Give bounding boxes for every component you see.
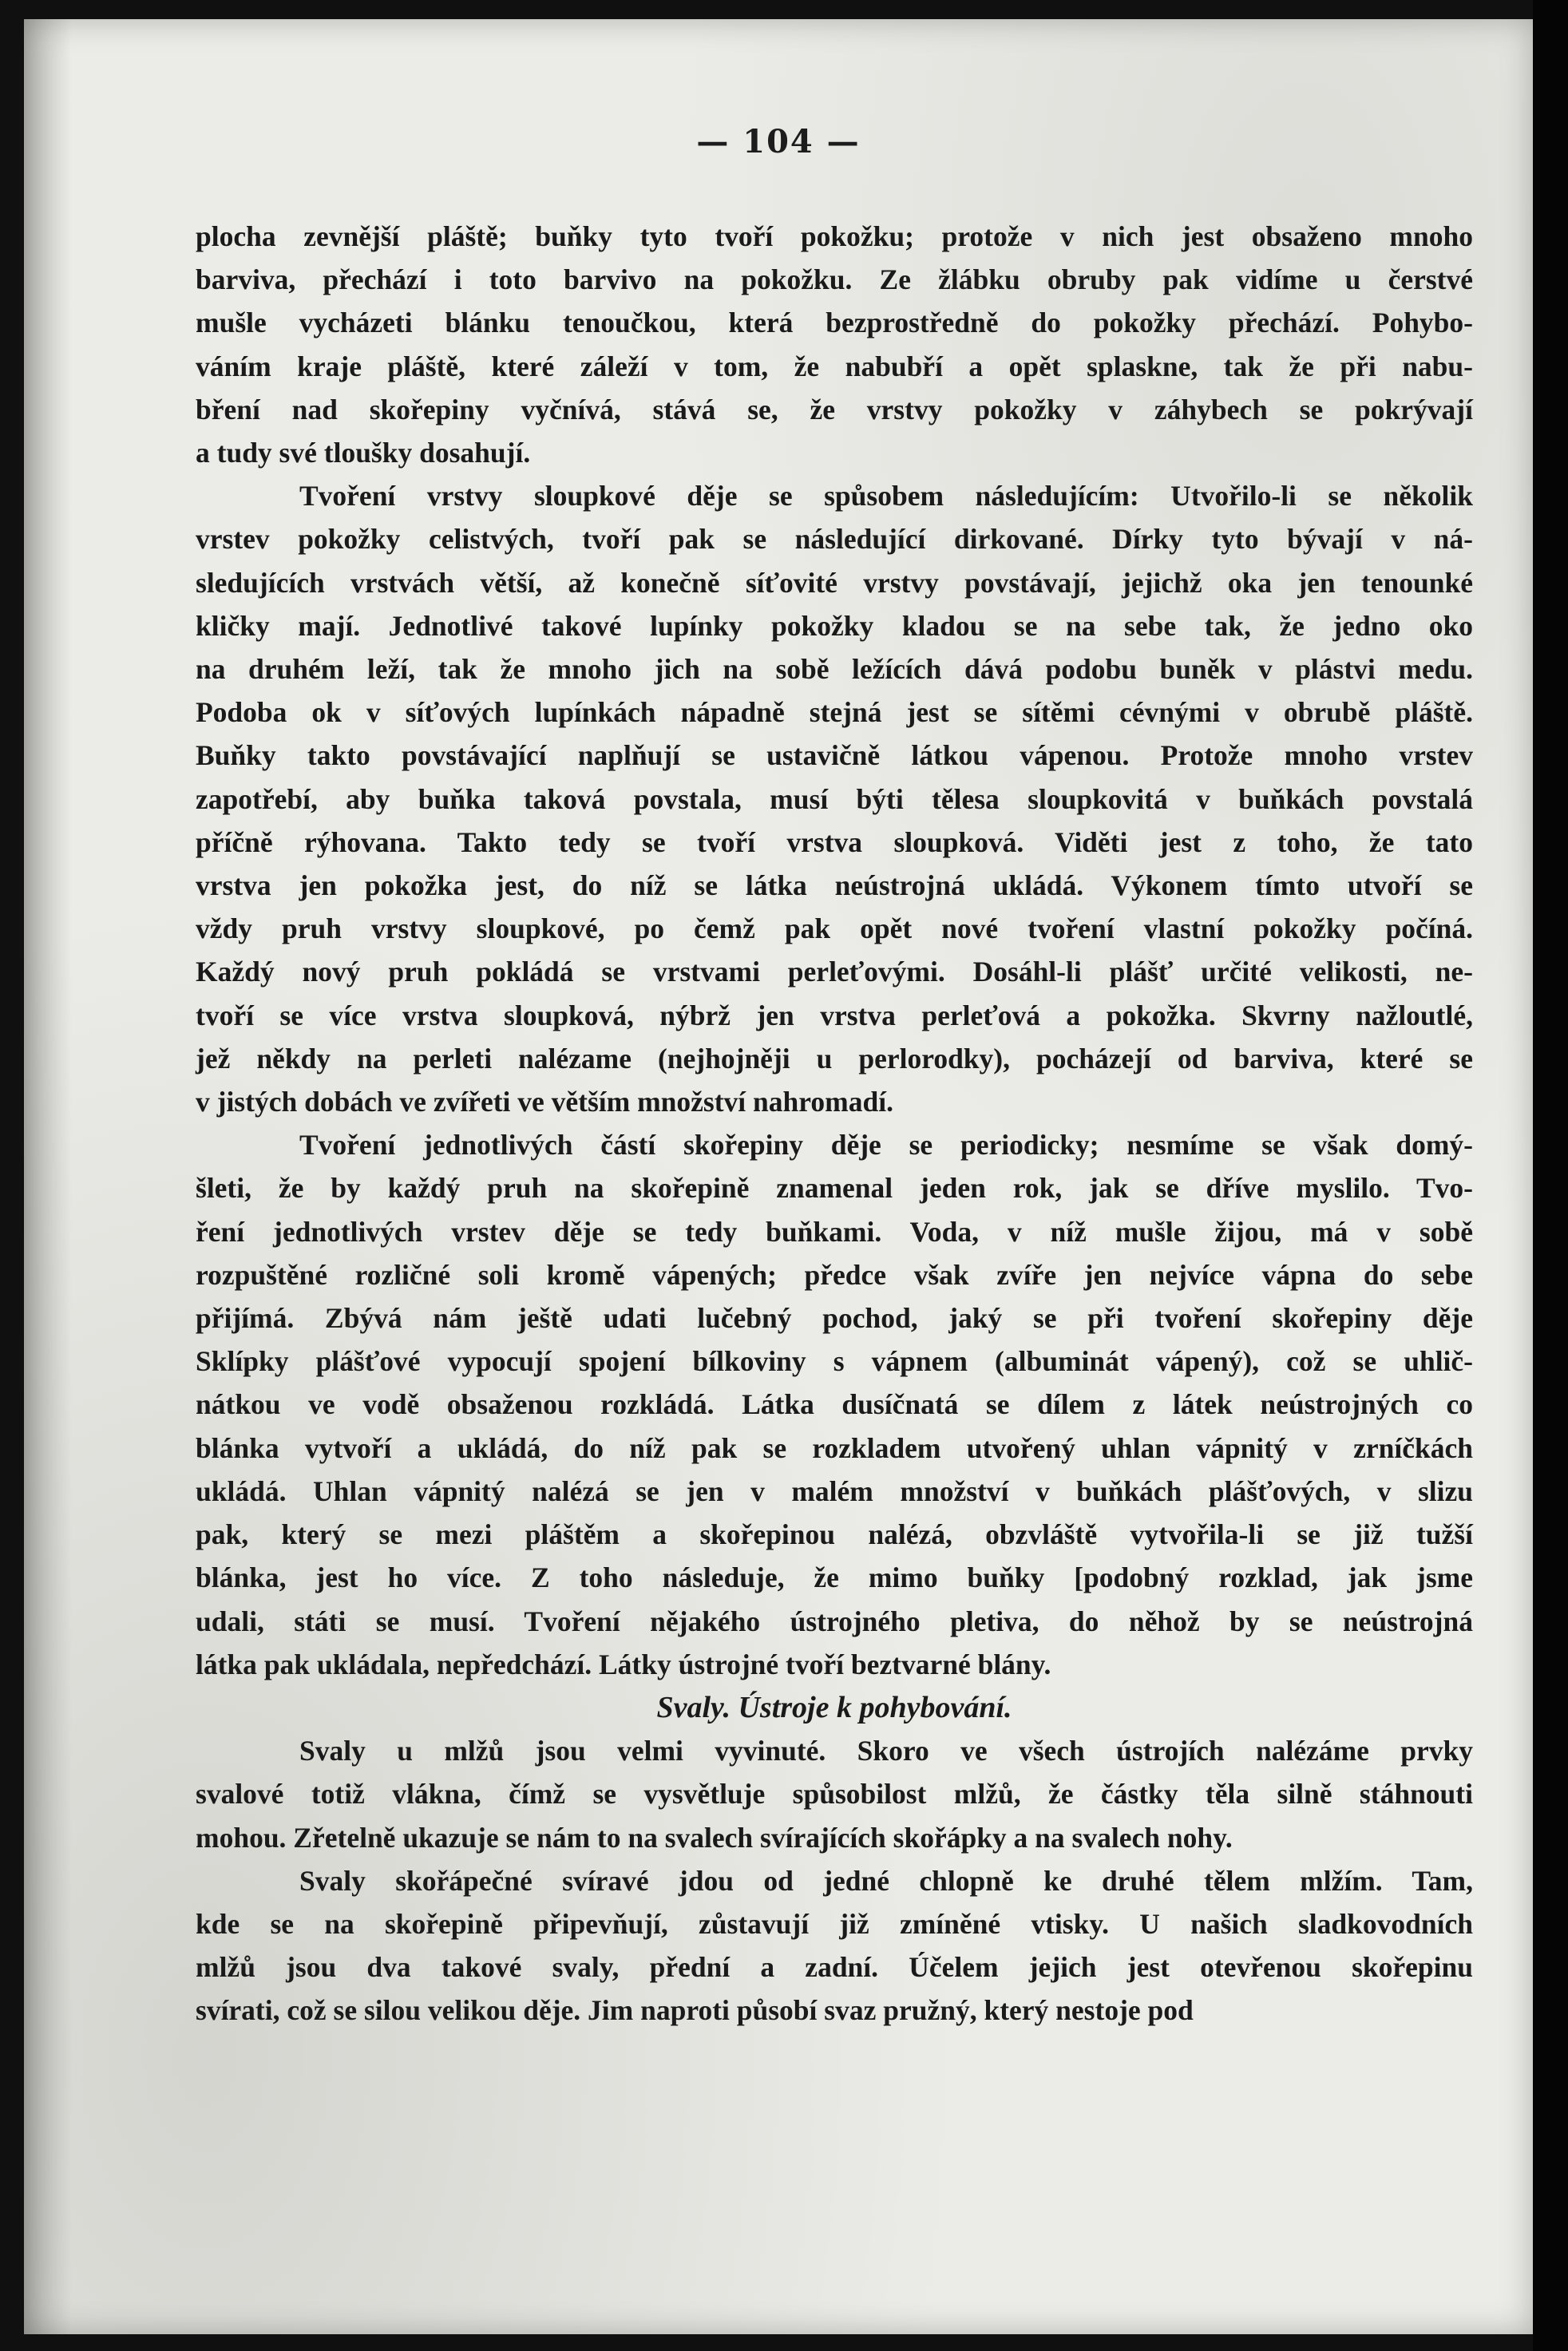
text-line: svalové totiž vlákna, čímž se vysvětluje spůsobilost mlžů, že částky těla silně stáhnouti (196, 1778, 1473, 1811)
text-line: vrstev pokožky celistvých, tvoří pak se následující dirkované. Dírky tyto bývají v ná- (196, 523, 1473, 556)
text-line: tvoří se více vrstva sloupková, nýbrž jen vrstva perleťová a pokožka. Skvrny nažloutlé, (196, 999, 1473, 1031)
text-line: plocha zevnější pláště; buňky tyto tvoří pokožku; protože v nich jest obsaženo mnoho (196, 220, 1473, 252)
text-line: jež někdy na perleti nalézame (nejhojněji u perlorodky), pocházejí od barviva, které se (196, 1042, 1473, 1075)
text-line: přijímá. Zbývá nám ještě udati lučebný pochod, jaký se při tvoření skořepiny děje (196, 1302, 1473, 1335)
text-line: na druhém leží, tak že mnoho jich na sobě ležících dává podobu buněk v plástvi medu. (196, 653, 1473, 686)
text-line: mohou. Zřetelně ukazuje se nám to na svalech svírajících skořápky a na svalech nohy. (196, 1821, 1233, 1854)
text-line: příčně rýhovana. Takto tedy se tvoří vrstva sloupková. Viděti jest z toho, že tato (196, 825, 1473, 858)
text-line: nátkou ve vodě obsaženou rozkládá. Látka dusíčnatá se dílem z látek neústrojných co (196, 1388, 1473, 1421)
section-heading: Svaly. Ústroje k pohybování. (656, 1690, 1012, 1724)
text-line: sledujících vrstvách větší, až konečně síťovité vrstvy povstávají, jejichž oka jen tenounké (196, 566, 1473, 599)
text-line: vždy pruh vrstvy sloupkové, po čemž pak opět nové tvoření vlastní pokožky počíná. (196, 912, 1473, 945)
text-line: Svaly u mlžů jsou velmi vyvinuté. Skoro ve všech ústrojích nalézáme prvky (299, 1735, 1473, 1767)
text-line: Sklípky plášťové vypocují spojení bílkoviny s vápnem (albuminát vápený), což se uhlič- (196, 1345, 1473, 1378)
text-line: ření jednotlivých vrstev děje se tedy buňkami. Voda, v níž mušle žijou, má v sobě (196, 1215, 1473, 1248)
text-line: udali, státi se musí. Tvoření nějakého ústrojného pletiva, do něhož by se neústrojná (196, 1605, 1473, 1637)
text-line: bření nad skořepiny vyčnívá, stává se, že vrstvy pokožky v záhybech se pokrývají (196, 393, 1473, 425)
text-line: Svaly skořápečné svíravé jdou od jedné chlopně ke druhé tělem mlžím. Tam, (299, 1864, 1473, 1897)
text-line: Každý nový pruh pokládá se vrstvami perleťovými. Dosáhl-li plášť určité velikosti, ne- (196, 956, 1473, 988)
paragraph (196, 1859, 1473, 2032)
paragraph (196, 1123, 1473, 1686)
text-line: Tvoření vrstvy sloupkové děje se spůsobem následujícím: Utvořilo-li se několik (299, 480, 1473, 513)
text-line: svírati, což se silou velikou děje. Jim naproti působí svaz pružný, který nestoje pod (196, 1994, 1194, 2027)
text-line: mlžů jsou dva takové svaly, přední a zadní. Účelem jejich jest otevřenou skořepinu (196, 1951, 1473, 1984)
text-line: blánka vytvoří a ukládá, do níž pak se rozkladem utvořený uhlan vápnitý v zrníčkách (196, 1431, 1473, 1464)
text-line: ukládá. Uhlan vápnitý nalézá se jen v malém množství v buňkách plášťových, v slizu (196, 1474, 1473, 1507)
text-line: šleti, že by každý pruh na skořepině znamenal jeden rok, jak se dříve myslilo. Tvo- (196, 1172, 1473, 1205)
page-number: — 104 — (696, 123, 861, 160)
text-line: pak, který se mezi pláštěm a skořepinou nalézá, obzvláště vytvořila-li se již tužší (196, 1518, 1473, 1551)
text-line: blánka, jest ho více. Z toho následuje, že mimo buňky [podobný rozklad, jak jsme (196, 1561, 1473, 1594)
text-line: Tvoření jednotlivých částí skořepiny děje se periodicky; nesmíme se však domý- (299, 1129, 1473, 1162)
text-line: barviva, přechází i toto barvivo na pokožku. Ze žlábku obruby pak vidíme u čerstvé (196, 263, 1473, 296)
paragraph (196, 474, 1473, 1123)
paragraph (196, 215, 1473, 474)
paragraph (196, 1729, 1473, 1859)
text-line: rozpuštěné rozličné soli kromě vápených; předce však zvíře jen nejvíce vápna do sebe (196, 1258, 1473, 1291)
text-line: v jistých dobách ve zvířeti ve větším množství nahromadí. (196, 1086, 893, 1118)
body-text (196, 215, 1473, 2032)
book-page (24, 19, 1533, 2334)
text-line: zapotřebí, aby buňka taková povstala, musí býti tělesa sloupkovitá v buňkách povstalá (196, 782, 1473, 815)
text-line: váním kraje pláště, které záleží v tom, že nabubří a opět splaskne, tak že při nabu- (196, 350, 1473, 382)
text-line: kličky mají. Jednotlivé takové lupínky pokožky kladou se na sebe tak, že jedno oko (196, 609, 1473, 642)
text-line: Buňky takto povstávající naplňují se ustavičně látkou vápenou. Protože mnoho vrstev (196, 739, 1473, 772)
text-line: látka pak ukládala, nepředchází. Látky ústrojné tvoří beztvarné blány. (196, 1648, 1051, 1680)
text-line: a tudy své tloušky dosahují. (196, 437, 531, 469)
scan-edge (1533, 0, 1568, 2351)
text-line: kde se na skořepině připevňují, zůstavují již zmíněné vtisky. U našich sladkovodních (196, 1907, 1473, 1940)
text-line: mušle vycházeti blánku tenoučkou, která bezprostředně do pokožky přechází. Pohybo- (196, 307, 1473, 339)
text-line: vrstva jen pokožka jest, do níž se látka neústrojná ukládá. Výkonem tímto utvoří se (196, 869, 1473, 902)
text-line: Podoba ok v síťových lupínkách nápadně stejná jest se sítěmi cévnými v obrubě pláště. (196, 696, 1473, 729)
